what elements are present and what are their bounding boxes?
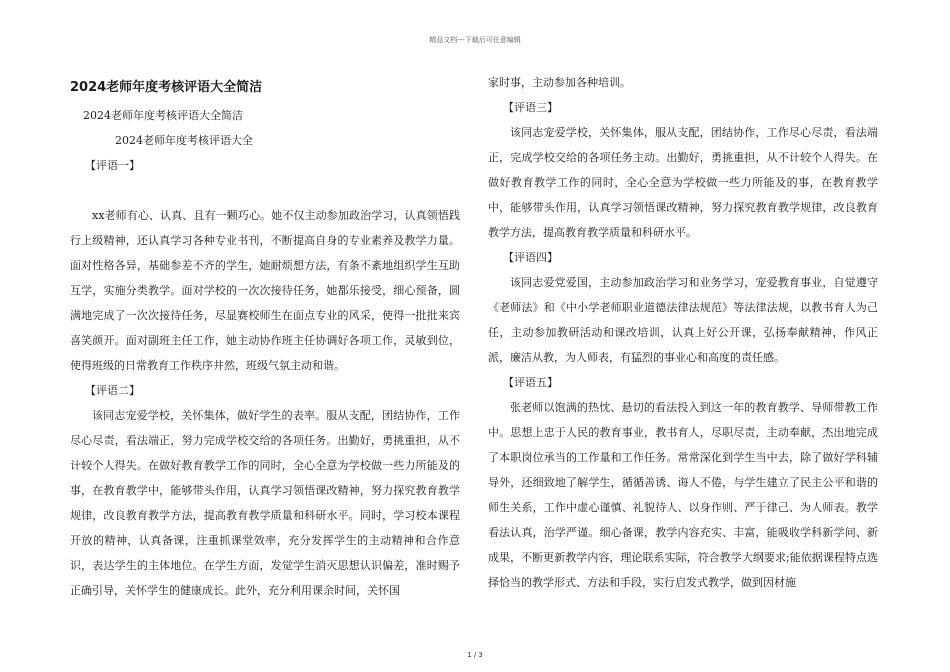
- section-label-4: 【评语四】: [503, 251, 558, 264]
- section-label-2: 【评语二】: [85, 384, 140, 397]
- section-label-1: 【评语一】: [85, 159, 140, 172]
- document-title: 2024老师年度考核评语大全简洁: [70, 80, 263, 95]
- section-label-5: 【评语五】: [503, 376, 558, 389]
- comment-paragraph-4: 该同志爱党爱国，主动参加政治学习和业务学习，宠爱教育事业，自觉遵守《老师法》和《中小学老师职业道德法律法规范》等法律法规，以教书育人为己任，主动参加教研活动和课改培训，认真上好公开课，弘扬奉献精神，作风正派，廉洁从教，为人师表，有猛烈的事业心和高度的责任感。: [488, 276, 878, 364]
- comment-paragraph-1: xx老师有心、认真、且有一颗巧心。她不仅主动参加政治学习，认真领悟践行上级精神，还认真学习各种专业书刊，不断提高自身的专业素养及教学力量。面对性格各异，基础参差不齐的学生，她耐烦想方法，有条不紊地组织学生互助互学，实施分类教学。面对学校的一次次接待任务，她都乐接受，细心预备，圆满地完成了一次次接待任务，尽显赛校师生在面点专业的风采，使得一批批来宾喜笑颜开。面对副班主任工作，她主动协作班主任协调好各项工作，灵敏到位，使得班级的日常教育工作秩序井然，班级气氛主动和谐。: [70, 209, 460, 372]
- comment-paragraph-2-continued: 家时事，主动参加各种培训。: [488, 76, 631, 89]
- page-header: 精品文档---下载后可任意编辑: [429, 36, 521, 44]
- left-column: [70, 70, 460, 603]
- right-column: [488, 70, 878, 595]
- comment-paragraph-5: 张老师以饱满的热忱、悬切的看法投入到这一年的教育教学、导师带教工作中。思想上忠于人民的教育事业，教书育人，尽职尽责，主动奉献，杰出地完成了本职岗位承当的工作量和工作任务。常常深化到学生当中去，除了做好学科辅导外，还细致地了解学生，循循善诱、诲人不倦，与学生建立了民主公平和谐的师生关系，工作中虚心谨慎、礼貌待人、以身作则、严于律己、为人师表。教学看法认真，治学严谨。细心备课，教学内容充实、丰富，能吸收学科新学问、新成果，不断更新教学内容，理论联系实际，符合教学大纲要求;能依据课程特点选择恰当的教学形式、方法和手段，实行启发式教学，做到因材施: [488, 401, 878, 589]
- comment-paragraph-3: 该同志宠爱学校，关怀集体，服从支配，团结协作，工作尽心尽责，看法端正，完成学校交给的各项任务主动。出勤好，勇挑重担，从不计较个人得失。在做好教育教学工作的同时，全心全意为学校做一些力所能及的事，在教育教学中，能够带头作用，认真学习领悟课改精神，努力探究教育教学规律，改良教育教学方法，提高教育教学质量和科研水平。: [488, 126, 878, 239]
- page-number: 1 / 3: [467, 651, 483, 659]
- section-label-3: 【评语三】: [503, 101, 558, 114]
- subtitle-line-2: 2024老师年度考核评语大全: [115, 134, 253, 147]
- subtitle-line: 2024老师年度考核评语大全简洁: [83, 109, 243, 122]
- comment-paragraph-2: 该同志宠爱学校，关怀集体，做好学生的表率。服从支配，团结协作，工作尽心尽责，看法端正，努力完成学校交给的各项任务。出勤好，勇挑重担，从不计较个人得失。在做好教育教学工作的同时，全心全意为学校做一些力所能及的事，在教育教学中，能够带头作用，认真学习领悟课改精神，努力探究教育教学规律，改良教育教学方法，提高教育教学质量和科研水平。同时，学习校本课程开放的精神，认真备课，注重抓课堂效率，充分发挥学生的主动精神和合作意识，表达学生的主体地位。在学生方面，发觉学生消灭思想认识偏差，准时赐予正确引导，关怀学生的健康成长。此外，充分利用课余时间，关怀国: [70, 409, 460, 597]
